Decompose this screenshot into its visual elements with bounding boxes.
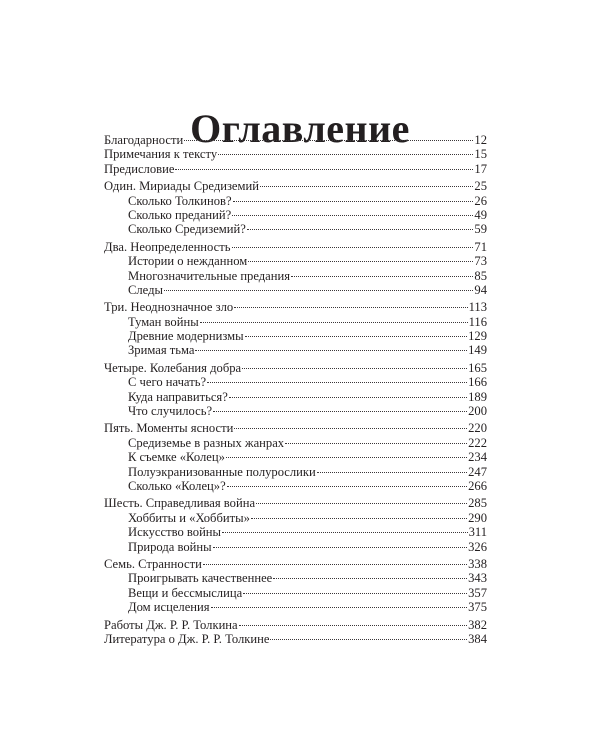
toc-entry[interactable] xyxy=(104,496,487,510)
toc-entry[interactable] xyxy=(104,421,487,435)
toc-entry-label: Средиземье в разных жанрах xyxy=(128,435,285,450)
dot-leader xyxy=(233,201,474,202)
toc-entry[interactable] xyxy=(104,361,487,375)
toc-section xyxy=(104,133,487,176)
dot-leader xyxy=(245,336,468,337)
toc-subentry[interactable] xyxy=(104,222,487,236)
toc-entry-label: Природа войны xyxy=(128,539,212,554)
toc-entry-label: Работы Дж. Р. Р. Толкина xyxy=(104,617,238,632)
toc-entry[interactable] xyxy=(104,147,487,161)
toc-entry-label: Древние модернизмы xyxy=(128,329,244,344)
toc-entry[interactable] xyxy=(104,632,487,646)
toc-entry-label: Два. Неопределенность xyxy=(104,239,231,254)
toc-section xyxy=(104,557,487,615)
toc-page-number: 15 xyxy=(474,147,487,162)
toc-entry[interactable] xyxy=(104,162,487,176)
dot-leader xyxy=(175,169,473,170)
toc-subentry[interactable] xyxy=(104,375,487,389)
dot-leader xyxy=(213,411,467,412)
toc-page-number: 220 xyxy=(468,421,487,436)
toc-entry-label: Литература о Дж. Р. Р. Толкине xyxy=(104,631,270,646)
toc-subentry[interactable] xyxy=(104,283,487,297)
toc-page-number: 166 xyxy=(468,375,487,390)
dot-leader xyxy=(227,486,467,487)
toc-page-number: 17 xyxy=(474,161,487,176)
toc-page-number: 49 xyxy=(474,207,487,222)
toc-entry-label: Многозначительные предания xyxy=(128,268,291,283)
dot-leader xyxy=(229,397,467,398)
dot-leader xyxy=(218,154,473,155)
toc-page-number: 165 xyxy=(468,360,487,375)
toc-entry[interactable] xyxy=(104,179,487,193)
toc-subentry[interactable] xyxy=(104,343,487,357)
dot-leader xyxy=(234,428,467,429)
toc-page-number: 285 xyxy=(468,496,487,511)
toc-page-number: 266 xyxy=(468,478,487,493)
toc-section xyxy=(104,618,487,647)
dot-leader xyxy=(234,307,467,308)
toc-entry[interactable] xyxy=(104,133,487,147)
toc-page-number: 129 xyxy=(468,329,487,344)
toc-page-number: 149 xyxy=(468,343,487,358)
toc-section xyxy=(104,496,487,554)
toc-page-number: 116 xyxy=(468,314,487,329)
dot-leader xyxy=(203,564,467,565)
toc-subentry[interactable] xyxy=(104,269,487,283)
toc-entry-label: Сколько Средиземий? xyxy=(128,222,246,237)
dot-leader xyxy=(291,276,473,277)
dot-leader xyxy=(243,593,467,594)
toc-page-number: 384 xyxy=(468,631,487,646)
toc-page-number: 59 xyxy=(474,222,487,237)
dot-leader xyxy=(248,261,473,262)
toc-entry-label: К съемке «Колец» xyxy=(128,450,225,465)
toc-subentry[interactable] xyxy=(104,525,487,539)
table-of-contents xyxy=(104,133,487,649)
toc-page-number: 357 xyxy=(468,585,487,600)
toc-page-number: 247 xyxy=(468,464,487,479)
toc-subentry[interactable] xyxy=(104,450,487,464)
toc-entry-label: Сколько преданий? xyxy=(128,207,232,222)
toc-entry-label: Истории о нежданном xyxy=(128,254,248,269)
toc-entry-label: Предисловие xyxy=(104,161,175,176)
toc-subentry[interactable] xyxy=(104,511,487,525)
dot-leader xyxy=(195,350,467,351)
toc-subentry[interactable] xyxy=(104,436,487,450)
toc-subentry[interactable] xyxy=(104,390,487,404)
toc-section xyxy=(104,300,487,358)
toc-entry-label: Вещи и бессмыслица xyxy=(128,585,243,600)
toc-page-number: 311 xyxy=(468,525,487,540)
toc-section xyxy=(104,240,487,298)
toc-section xyxy=(104,179,487,237)
toc-entry-label: Примечания к тексту xyxy=(104,147,218,162)
toc-entry-label: С чего начать? xyxy=(128,375,207,390)
toc-subentry[interactable] xyxy=(104,571,487,585)
dot-leader xyxy=(232,247,474,248)
dot-leader xyxy=(251,518,467,519)
toc-subentry[interactable] xyxy=(104,465,487,479)
toc-page-number: 222 xyxy=(468,435,487,450)
toc-page-number: 382 xyxy=(468,617,487,632)
toc-page-number: 375 xyxy=(468,600,487,615)
toc-entry-label: Шесть. Справедливая война xyxy=(104,496,256,511)
toc-entry-label: Хоббиты и «Хоббиты» xyxy=(128,510,250,525)
toc-page-number: 343 xyxy=(468,571,487,586)
toc-page-number: 71 xyxy=(474,239,487,254)
dot-leader xyxy=(232,215,473,216)
dot-leader xyxy=(270,639,467,640)
dot-leader xyxy=(317,472,467,473)
toc-entry-label: Проигрывать качественнее xyxy=(128,571,273,586)
toc-section xyxy=(104,421,487,493)
toc-subentry[interactable] xyxy=(104,329,487,343)
page-title: Оглавление xyxy=(190,105,410,151)
dot-leader xyxy=(260,186,473,187)
toc-subentry[interactable] xyxy=(104,254,487,268)
toc-entry[interactable] xyxy=(104,618,487,632)
toc-page-number: 12 xyxy=(474,133,487,147)
dot-leader xyxy=(200,322,468,323)
dot-leader xyxy=(242,368,467,369)
toc-page-number: 85 xyxy=(474,268,487,283)
dot-leader xyxy=(207,382,467,383)
toc-page-number: 234 xyxy=(468,450,487,465)
toc-page-number: 326 xyxy=(468,539,487,554)
toc-entry-label: Сколько «Колец»? xyxy=(128,478,226,493)
toc-subentry[interactable] xyxy=(104,586,487,600)
dot-leader xyxy=(164,290,473,291)
toc-entry-label: Сколько Толкинов? xyxy=(128,193,232,208)
toc-page-number: 25 xyxy=(474,179,487,194)
dot-leader xyxy=(256,503,467,504)
toc-subentry[interactable] xyxy=(104,208,487,222)
toc-entry[interactable] xyxy=(104,240,487,254)
toc-page-number: 189 xyxy=(468,389,487,404)
toc-entry-label: Семь. Странности xyxy=(104,556,202,571)
toc-page-number: 200 xyxy=(468,404,487,419)
toc-entry-label: Следы xyxy=(128,282,163,297)
dot-leader xyxy=(226,457,467,458)
toc-page-number: 113 xyxy=(468,300,487,315)
toc-entry-label: Куда направиться? xyxy=(128,389,228,404)
toc-page-number: 290 xyxy=(468,510,487,525)
toc-page-number: 94 xyxy=(474,282,487,297)
dot-leader xyxy=(239,625,467,626)
toc-subentry[interactable] xyxy=(104,600,487,614)
toc-section xyxy=(104,361,487,419)
toc-page-number: 26 xyxy=(474,193,487,208)
dot-leader xyxy=(213,547,468,548)
toc-entry-label: Туман войны xyxy=(128,314,199,329)
toc-entry[interactable] xyxy=(104,300,487,314)
toc-page-number: 73 xyxy=(474,254,487,269)
dot-leader xyxy=(273,578,467,579)
toc-entry-label: Четыре. Колебания добра xyxy=(104,360,242,375)
toc-subentry[interactable] xyxy=(104,194,487,208)
toc-subentry[interactable] xyxy=(104,315,487,329)
toc-entry[interactable] xyxy=(104,557,487,571)
toc-entry-label: Один. Мириады Средиземий xyxy=(104,179,259,194)
dot-leader xyxy=(211,607,468,608)
toc-subentry[interactable] xyxy=(104,479,487,493)
toc-entry-label: Пять. Моменты ясности xyxy=(104,421,234,436)
toc-subentry[interactable] xyxy=(104,540,487,554)
toc-entry-label: Полуэкранизованные полурослики xyxy=(128,464,316,479)
toc-entry-label: Зримая тьма xyxy=(128,343,195,358)
toc-entry-label: Благодарности xyxy=(104,133,184,147)
dot-leader xyxy=(222,532,468,533)
toc-entry-label: Три. Неоднозначное зло xyxy=(104,300,234,315)
dot-leader xyxy=(285,443,467,444)
toc-entry-label: Искусство войны xyxy=(128,525,222,540)
toc-subentry[interactable] xyxy=(104,404,487,418)
toc-page-number: 338 xyxy=(468,556,487,571)
toc-entry-label: Что случилось? xyxy=(128,404,213,419)
dot-leader xyxy=(247,229,474,230)
dot-leader xyxy=(184,140,473,141)
toc-entry-label: Дом исцеления xyxy=(128,600,210,615)
